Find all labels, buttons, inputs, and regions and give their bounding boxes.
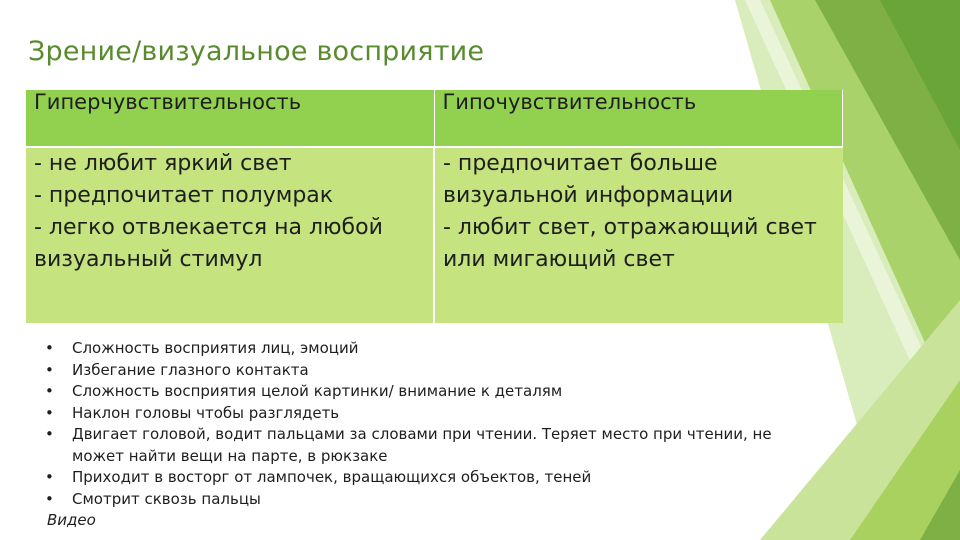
bullet-icon: • bbox=[45, 339, 54, 357]
bullet-icon: • bbox=[45, 382, 54, 400]
table-body-row bbox=[26, 147, 843, 323]
table-header-row bbox=[26, 90, 843, 147]
cell-line: визуальный стимул bbox=[34, 247, 263, 272]
list-item-text: Избегание глазного контакта bbox=[72, 360, 309, 379]
cell-line: - любит свет, отражающий свет bbox=[443, 215, 817, 240]
cell-line: - легко отвлекается на любой bbox=[34, 215, 383, 240]
bullet-icon: • bbox=[45, 425, 54, 443]
cell-line: - предпочитает больше bbox=[443, 151, 718, 176]
symptom-list bbox=[45, 338, 825, 510]
list-item-text: Приходит в восторг от лампочек, вращающихся объектов, теней bbox=[72, 468, 592, 486]
list-item bbox=[45, 403, 825, 425]
list-item-text: Наклон головы чтобы разглядеть bbox=[72, 403, 340, 422]
hyposensitivity-cell bbox=[434, 147, 843, 323]
comparison-table bbox=[26, 90, 843, 323]
header-hyposensitivity: Гипочувствительность bbox=[434, 90, 843, 147]
hypersensitivity-cell bbox=[26, 147, 434, 323]
cell-line: или мигающий свет bbox=[443, 247, 675, 272]
bullet-icon: • bbox=[45, 403, 54, 422]
slide-title: Зрение/визуальное восприятие bbox=[28, 36, 485, 67]
list-item-text: Сложность восприятия целой картинки/ внимание к деталям bbox=[72, 382, 563, 400]
list-item bbox=[45, 489, 825, 511]
cell-line: - предпочитает полумрак bbox=[34, 183, 334, 208]
video-link[interactable]: Видео bbox=[47, 511, 96, 529]
list-item bbox=[45, 381, 825, 403]
bullet-icon: • bbox=[45, 489, 54, 508]
cell-line: - не любит яркий свет bbox=[34, 151, 292, 176]
list-item bbox=[45, 467, 825, 489]
list-item bbox=[45, 424, 825, 467]
list-item bbox=[45, 338, 825, 360]
list-item-text: Сложность восприятия лиц, эмоций bbox=[72, 339, 359, 357]
bullet-icon: • bbox=[45, 468, 54, 486]
header-hypersensitivity: Гиперчувствительность bbox=[26, 90, 434, 147]
list-item-text: Смотрит сквозь пальцы bbox=[72, 489, 261, 508]
list-item bbox=[45, 360, 825, 382]
cell-line: визуальной информации bbox=[443, 183, 734, 208]
bullet-icon: • bbox=[45, 360, 54, 379]
list-item-text: Двигает головой, водит пальцами за словами при чтении. Теряет место при чтении, не может найти вещи на парте, в рюкзаке bbox=[72, 425, 772, 465]
